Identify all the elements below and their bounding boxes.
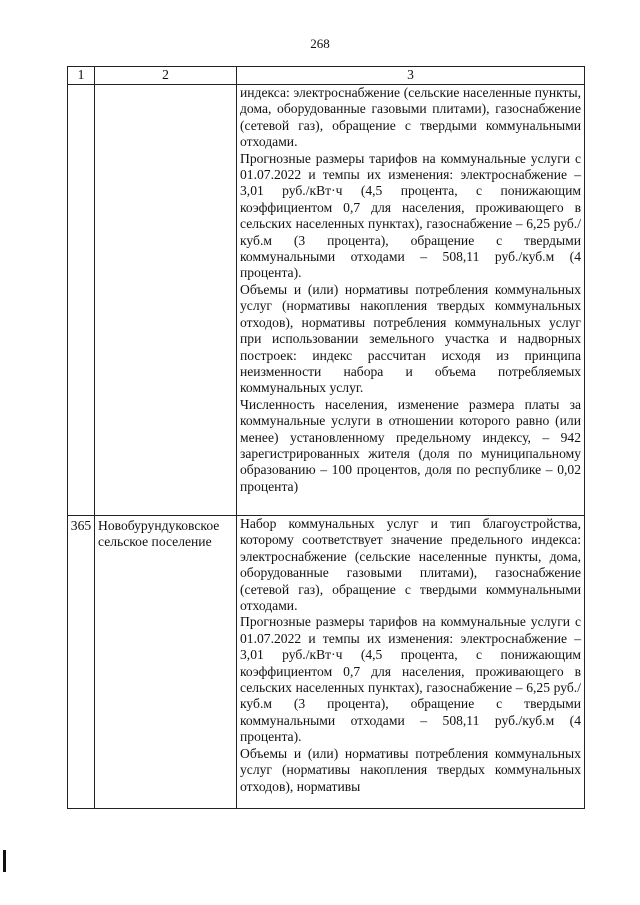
- row-number: 365: [68, 516, 95, 809]
- municipality-name: [95, 85, 237, 516]
- header-col-3: 3: [237, 67, 585, 85]
- margin-mark: [3, 850, 6, 872]
- description-cell: [237, 516, 585, 809]
- paragraph: Численность населения, изменение размера платы за коммунальные услуги в отношении которого равно (или менее) установленному предельному индексу, – 942 зарегистрированных жителя (доля по муниципальному образованию – 100 процентов, доля по республике – 0,02 процента): [240, 396, 581, 494]
- paragraph: Прогнозные размеры тарифов на коммунальные услуги с 01.07.2022 и темпы их изменения: электроснабжение – 3,01 руб./кВт·ч (4,5 процента, с понижающим коэффициентом 0,7 для населения, проживающего в сельских населенных пунктах), газоснабжение – 6,25 руб./куб.м (3 процента), обращение с твердыми коммунальными отходами – 508,11 руб./куб.м (4 процента).: [240, 614, 581, 745]
- table-row: [68, 85, 585, 516]
- paragraph: Прогнозные размеры тарифов на коммунальные услуги с 01.07.2022 и темпы их изменения: электроснабжение – 3,01 руб./кВт·ч (4,5 процента, с понижающим коэффициентом 0,7 для населения, проживающего в сельских населенных пунктах), газоснабжение – 6,25 руб./куб.м (3 процента), обращение с твердыми коммунальными отходами – 508,11 руб./куб.м (4 процента).: [240, 150, 581, 281]
- municipality-name: Новобурундуковское сельское поселение: [95, 516, 237, 809]
- table-header-row: [68, 67, 585, 85]
- page-number: 268: [310, 36, 330, 51]
- paragraph: Набор коммунальных услуг и тип благоустройства, которому соответствует значение предельного индекса: электроснабжение (сельские населенные пункты, дома, оборудованные газовыми плитами), газоснабжение (сетевой газ), обращение с твердыми коммунальными отходами.: [240, 516, 581, 614]
- row-number: [68, 85, 95, 516]
- paragraph: Объемы и (или) нормативы потребления коммунальных услуг (нормативы накопления твердых коммунальных отходов), нормативы: [240, 745, 581, 794]
- header-col-1: 1: [68, 67, 95, 85]
- document-table: [67, 66, 585, 809]
- table-row: [68, 516, 585, 809]
- paragraph: Объемы и (или) нормативы потребления коммунальных услуг (нормативы накопления твердых коммунальных отходов), нормативы потребления коммунальных услуг при использовании земельного участка и надворных построек: индекс рассчитан исходя из принципа неизменности набора и объема потребляемых коммунальных услуг.: [240, 281, 581, 396]
- description-cell: [237, 85, 585, 516]
- header-col-2: 2: [95, 67, 237, 85]
- paragraph: индекса: электроснабжение (сельские населенные пункты, дома, оборудованные газовыми плитами), газоснабжение (сетевой газ), обращение с твердыми коммунальными отходами.: [240, 85, 581, 150]
